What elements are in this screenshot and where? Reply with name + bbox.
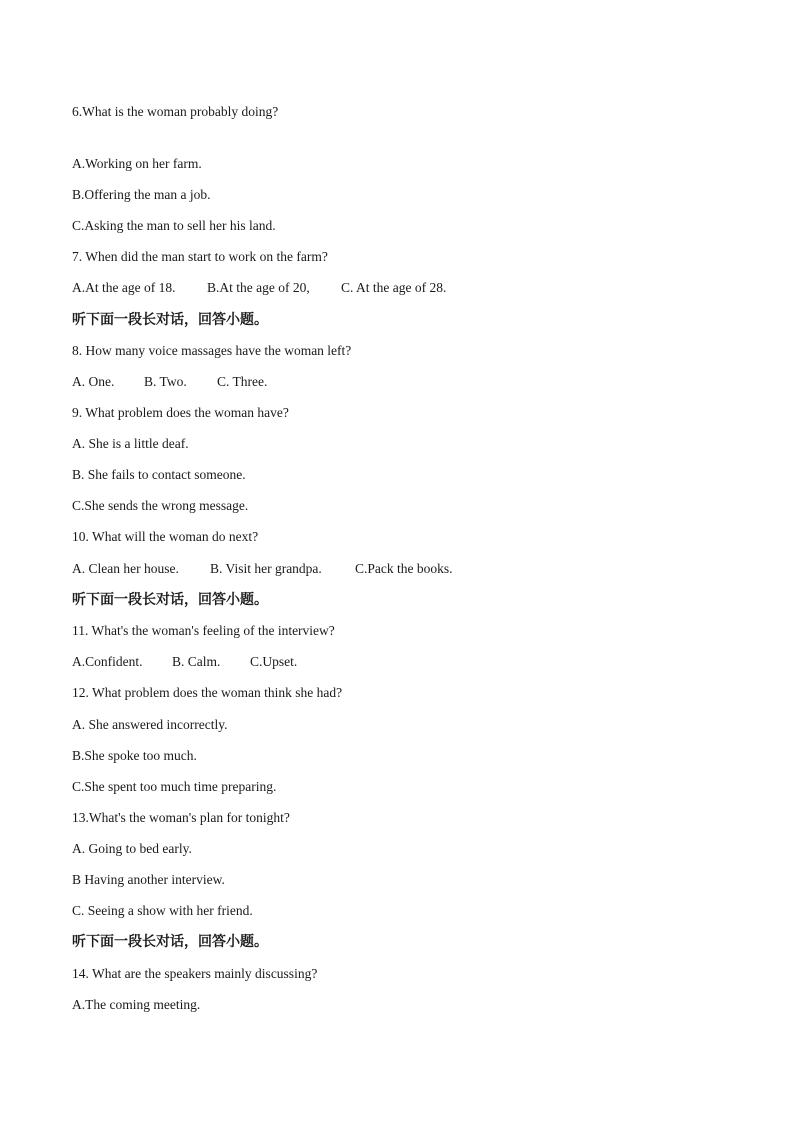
q12-option-b: B.She spoke too much. [72,748,197,763]
section-heading-3: 听下面一段长对话，回答小题。 [72,934,268,950]
question-14: 14. What are the speakers mainly discussing? [72,966,318,981]
question-8: 8. How many voice massages have the woman left? [72,343,352,358]
q9-option-c: C.She sends the wrong message. [72,498,249,513]
q10-option-a: A. Clean her house. [72,561,179,576]
q14-option-a: A.The coming meeting. [72,997,201,1012]
question-7: 7. When did the man start to work on the farm? [72,249,328,264]
q6-option-b: B.Offering the man a job. [72,187,211,202]
question-6: 6.What is the woman probably doing? [72,104,279,119]
q12-option-a: A. She answered incorrectly. [72,717,228,732]
q11-options [72,653,297,671]
q9-option-a: A. She is a little deaf. [72,436,189,451]
q11-option-c: C.Upset. [250,654,298,669]
q7-options [72,279,446,297]
section-heading-2: 听下面一段长对话，回答小题。 [72,592,268,608]
question-12: 12. What problem does the woman think she had? [72,685,343,700]
q6-option-c: C.Asking the man to sell her his land. [72,218,276,233]
q12-option-c: C.She spent too much time preparing. [72,779,277,794]
question-13: 13.What's the woman's plan for tonight? [72,810,290,825]
q8-option-a: A. One. [72,374,115,389]
q11-option-a: A.Confident. [72,654,143,669]
section-heading-1: 听下面一段长对话，回答小题。 [72,312,268,328]
question-9: 9. What problem does the woman have? [72,405,289,420]
q10-option-b: B. Visit her grandpa. [210,561,322,576]
q11-option-b: B. Calm. [172,654,221,669]
q7-option-c: C. At the age of 28. [341,280,447,295]
q10-options [72,560,453,578]
q13-option-c: C. Seeing a show with her friend. [72,903,253,918]
q13-option-a: A. Going to bed early. [72,841,192,856]
q8-option-b: B. Two. [144,374,187,389]
q7-option-b: B.At the age of 20, [207,280,310,295]
question-11: 11. What's the woman's feeling of the interview? [72,623,335,638]
question-10: 10. What will the woman do next? [72,529,259,544]
q13-option-b: B Having another interview. [72,872,225,887]
q7-option-a: A.At the age of 18. [72,280,176,295]
q6-option-a: A.Working on her farm. [72,156,202,171]
q10-option-c: C.Pack the books. [355,561,453,576]
q8-options [72,373,267,391]
q8-option-c: C. Three. [217,374,268,389]
q9-option-b: B. She fails to contact someone. [72,467,246,482]
